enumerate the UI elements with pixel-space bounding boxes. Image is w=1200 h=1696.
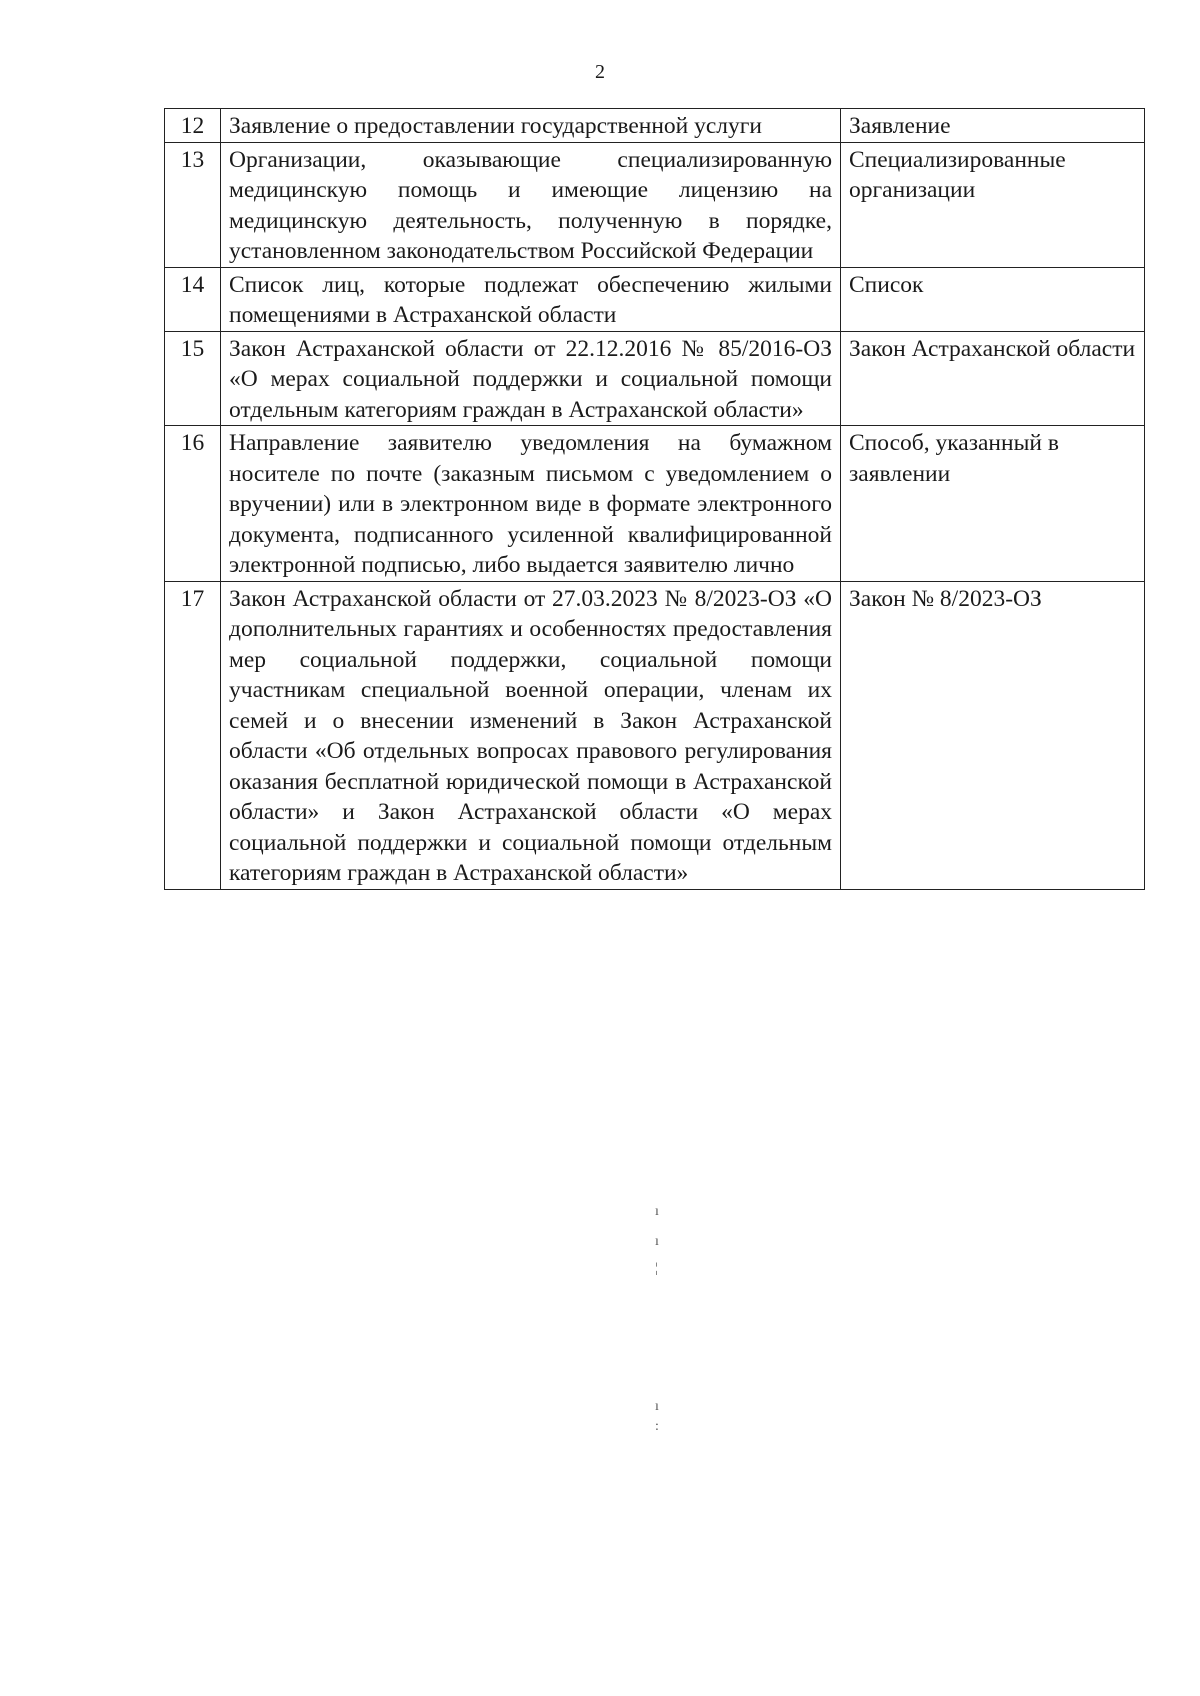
document-table <box>164 108 1145 890</box>
row-source: Закон № 8/2023-ОЗ <box>841 581 1145 889</box>
row-number: 13 <box>165 142 221 267</box>
row-number: 14 <box>165 267 221 331</box>
row-description: Организации, оказывающие специализированную медицинскую помощь и имеющие лицензию на медицинскую деятельность, полученную в порядке, установленном законодательством Российской Федерации <box>221 142 841 267</box>
table-row <box>165 426 1145 582</box>
row-description: Закон Астраханской области от 22.12.2016 № 85/2016-ОЗ «О мерах социальной поддержки и социальной помощи отдельным категориям граждан в Астраханской области» <box>221 331 841 426</box>
row-description: Закон Астраханской области от 27.03.2023 № 8/2023-ОЗ «О дополнительных гарантиях и особенностях предоставления мер социальной поддержки, социальной помощи участникам специальной военной операции, членам их семей и о внесении изменений в Закон Астраханской области «Об отдельных вопросах правового регулирования оказания бесплатной юридической помощи в Астраханской области» и Закон Астраханской области «О мерах социальной поддержки и социальной помощи отдельным категориям граждан в Астраханской области» <box>221 581 841 889</box>
row-number: 17 <box>165 581 221 889</box>
table-row <box>165 581 1145 889</box>
page-number: 2 <box>595 61 605 83</box>
row-description: Список лиц, которые подлежат обеспечению жилыми помещениями в Астраханской области <box>221 267 841 331</box>
scan-artifact: ı <box>655 1399 659 1414</box>
row-number: 15 <box>165 331 221 426</box>
table-row <box>165 331 1145 426</box>
row-source: Список <box>841 267 1145 331</box>
row-number: 12 <box>165 109 221 143</box>
row-number: 16 <box>165 426 221 582</box>
row-source: Заявление <box>841 109 1145 143</box>
scan-artifact: ı <box>655 1234 659 1249</box>
table-row <box>165 109 1145 143</box>
row-source: Закон Астраханской области <box>841 331 1145 426</box>
scan-artifact: : <box>655 1419 659 1434</box>
scan-artifact: ı <box>655 1204 659 1219</box>
scan-artifact: ¦ <box>655 1261 658 1276</box>
row-source: Специализированные организации <box>841 142 1145 267</box>
row-source: Способ, указанный в заявлении <box>841 426 1145 582</box>
row-description: Заявление о предоставлении государственной услуги <box>221 109 841 143</box>
row-description: Направление заявителю уведомления на бумажном носителе по почте (заказным письмом с уведомлением о вручении) или в электронном виде в формате электронного документа, подписанного усиленной квалифицированной электронной подписью, либо выдается заявителю лично <box>221 426 841 582</box>
table-row <box>165 142 1145 267</box>
table-row <box>165 267 1145 331</box>
